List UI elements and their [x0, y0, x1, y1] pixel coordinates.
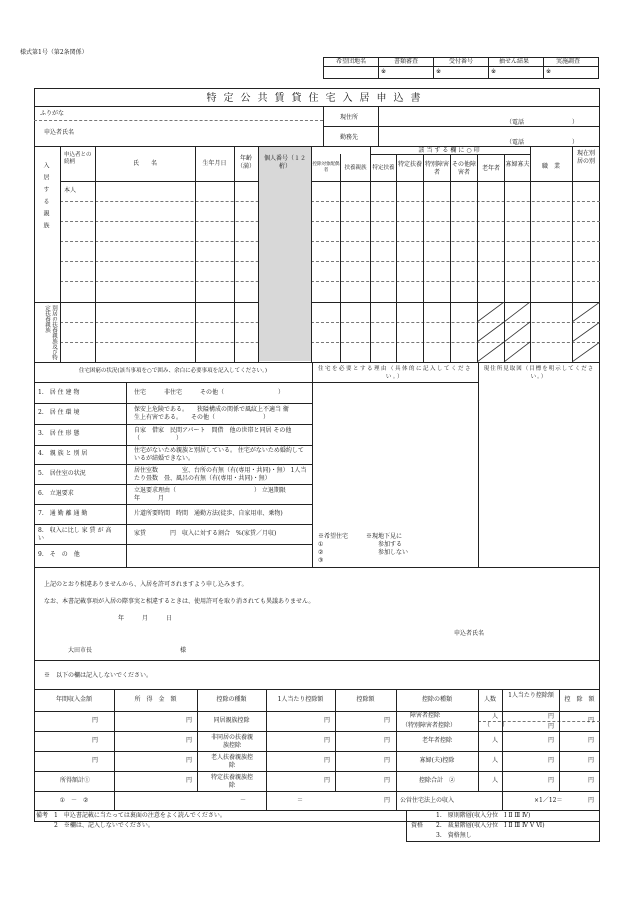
applicant-name-label: 申込者氏名 [44, 129, 75, 136]
declaration-date: 年 月 日 [118, 615, 173, 622]
side-label-dependents: 別居の扶養親族及び特定扶養親族 [44, 305, 57, 360]
h-deduction-2: 控 除 額 [564, 696, 595, 703]
yen: 円 [324, 777, 331, 784]
qualification-2: 2. 裁量階層(収入分位 Ⅰ Ⅱ Ⅲ Ⅳ Ⅴ Ⅵ) [436, 822, 545, 829]
h-deduction-type: 控除の種類 [216, 696, 247, 703]
form-number: 様式第1号（第2条関係） [20, 49, 88, 56]
qualification-3: 3. 資格無し [436, 832, 472, 839]
yen: 円 [548, 777, 555, 784]
office-mark: ※ [381, 68, 387, 75]
reason-detail-5: 居住室数 室、台所の有無（有(専用・共同)・無） 1人当たり畳数 畳、風呂の有無（有(専用・共同)・無） [134, 467, 307, 483]
income-total-label: 所得額計① [60, 777, 91, 784]
reason-detail-7: 片道所要時間 時間 通勤方法(徒歩、自家用車、乗物) [134, 510, 283, 517]
deduction-cohabiting: 同居親族控除 [213, 717, 250, 724]
person: 人 [492, 757, 499, 764]
h-deduction: 控除額 [356, 696, 375, 703]
reason-detail-8: 家賃 円 収入に対する割合 %(家賃／月収) [134, 530, 277, 537]
reason-label-4: 4. 親 族 と 別 居 [38, 450, 88, 457]
yen: 円 [92, 737, 99, 744]
col-elderly: 老年者 [481, 165, 500, 172]
yen: 円 [548, 713, 555, 720]
address-label: 現住所 [340, 114, 359, 121]
office-only-note: ※ 以下の欄は記入しないでください。 [44, 672, 153, 679]
yen: 円 [384, 737, 391, 744]
hatched-cells-current [572, 302, 600, 362]
col-specified: 特定扶養 [372, 165, 395, 171]
reason-detail-4: 住宅がないため親族と別居している。 住宅がないため婚約しているが結婚できない。 [134, 447, 304, 463]
col-age: 年齢（満） [236, 155, 255, 170]
equals: ＝ [297, 797, 304, 804]
honorific: 様 [180, 647, 187, 654]
reason-detail-2: 保安上危険である。 狭隘構成の関係で風紋上不適当 衛生上有害である。 その他（ ） [134, 406, 289, 422]
office-col-1: 希望団地名 [336, 58, 367, 65]
yen: 円 [588, 737, 595, 744]
reason-detail-3: 自家 借家 民間アパート 間借 他の世帯と同居 その他（ ） [134, 427, 292, 443]
minus: － [240, 797, 247, 804]
office-col-4: 抽せん結果 [499, 58, 530, 65]
formula: ① － ② [59, 797, 89, 804]
office-mark: ※ [546, 68, 552, 75]
yen: 円 [186, 717, 193, 724]
yen: 円 [384, 797, 391, 804]
mynumber-column [259, 147, 311, 361]
deduction-elderly-person: 老年者控除 [421, 737, 452, 744]
qualification-label: 資格 [411, 822, 424, 829]
yen: 円 [324, 717, 331, 724]
person: 人 [492, 713, 499, 720]
deduction-specified: 特定扶養親族控除 [210, 774, 253, 790]
col-specified-2: 特定扶養 [397, 161, 422, 168]
col-check: 該当する欄に○印 [418, 147, 482, 154]
map-header: 現住所見取図（目標を明示してください。） [483, 366, 595, 380]
reason-label-8: 8. 収入に比し 家 賃 が 高 い [38, 527, 112, 543]
col-relation: 申込者との続柄 [64, 152, 92, 165]
h-per-person-2: 1人当たり控除額 [508, 692, 554, 699]
ratio: ×1／12＝ [534, 797, 563, 804]
yen: 円 [548, 723, 555, 730]
yen: 円 [324, 757, 331, 764]
person: 人 [492, 737, 499, 744]
yen: 円 [548, 757, 555, 764]
hope-2: ② [318, 549, 324, 556]
addressee: 大田市長 [68, 647, 93, 654]
yen: 円 [92, 717, 99, 724]
reason-label-2: 2. 居 住 環 境 [38, 409, 80, 416]
site-visit: ※現地下見に [366, 533, 403, 540]
hope-3: ③ [318, 557, 324, 564]
col-job: 職 業 [541, 163, 560, 170]
yen: 円 [588, 777, 595, 784]
qualification-1: 1. 原則階層(収入分位 Ⅰ Ⅱ Ⅲ Ⅳ) [436, 812, 531, 819]
paren-count: （ ） [484, 722, 509, 729]
reason-label-1: 1. 居 住 建 物 [38, 389, 80, 396]
furigana-label: ふりがな [40, 110, 65, 117]
reason-detail-6: 立退要求理由（ ） 立退期限 年 月 [134, 487, 322, 503]
yen: 円 [384, 757, 391, 764]
yen: 円 [384, 777, 391, 784]
deduction-special-disabled: （特別障害者控除） [402, 722, 457, 729]
col-special-disabled: 特別障害者 [424, 161, 449, 177]
h-per-person: 1人当たり控除額 [277, 696, 324, 703]
col-mynumber: 個人番号（１２桁） [263, 155, 306, 171]
deduction-elderly: 老人扶養親族控除 [210, 754, 253, 770]
col-widow: 寡婦寡夫 [505, 161, 530, 168]
reasons-header: 住宅困窮の状況(該当事項を○で囲み、余白に必要事項を記入してください。) [78, 368, 268, 374]
person: 人 [492, 777, 499, 784]
notes-head: 備考 [36, 812, 49, 819]
hope-housing: ※希望住宅 [318, 533, 349, 540]
col-spouse: 控除対象配偶者 [312, 162, 340, 173]
self-label: 本人 [64, 187, 77, 194]
declaration-text-1: 上記のとおり相違ありませんから、入居を許可されますよう申し込みます。 [44, 581, 248, 588]
deduction-total: 控除合計 ② [418, 777, 455, 784]
page-title: 特定公共賃貸住宅入居申込書 [206, 93, 428, 104]
hope-1: ① [318, 541, 324, 548]
h-deduction-type-2: 控除の種類 [421, 696, 452, 703]
public-income-label: 公営住宅法上の収入 [400, 797, 455, 804]
h-income: 所 得 金 額 [134, 696, 177, 703]
workplace-phone: （電話 ） [506, 139, 579, 146]
need-reason-header: 住宅を必要とする理由（具体的に記入してください。） [317, 366, 472, 380]
workplace-label: 勤務先 [340, 134, 359, 141]
note-2: 2 ※欄は、記入しないでください。 [54, 822, 154, 829]
deduction-non-cohabiting: 非同居の扶養親族控除 [210, 734, 253, 750]
col-current: 現在別居の別 [576, 150, 595, 166]
h-annual-income: 年間収入金額 [55, 696, 92, 703]
office-mark: ※ [491, 68, 497, 75]
deduction-widow: 寡婦(夫)控除 [419, 757, 455, 764]
deduction-disabled: 障害者控除 [410, 712, 441, 719]
reason-label-6: 6. 立退要求 [38, 490, 74, 497]
col-other-disabled: その他障害者 [451, 161, 476, 177]
declaration-text-2: なお、本書記載事項が入居の際事実と相違するときは、使用許可を取り消されても異議ありません。 [44, 598, 315, 605]
yen: 円 [588, 757, 595, 764]
yen: 円 [384, 717, 391, 724]
reason-label-3: 3. 居 住 形 態 [38, 430, 80, 437]
note-1: 1 申込書記載に当たっては裏面の注意をよく読んでください。 [54, 812, 226, 819]
col-birth: 生年月日 [202, 160, 227, 167]
hatched-cells [477, 302, 530, 362]
col-name: 氏 名 [132, 160, 157, 167]
yen: 円 [588, 797, 595, 804]
reason-label-5: 5. 居住室の状況 [38, 470, 86, 477]
signer-label: 申込者氏名 [454, 630, 485, 637]
col-dependents: 扶養親族 [344, 165, 367, 171]
office-col-3: 受付番号 [449, 58, 474, 65]
site-visit-yes: 参加する [378, 541, 403, 548]
reason-label-7: 7. 通 勤 離 通 勤 [38, 510, 88, 517]
office-col-2: 書類審査 [394, 58, 419, 65]
yen: 円 [548, 737, 555, 744]
yen: 円 [186, 737, 193, 744]
yen: 円 [92, 757, 99, 764]
address-phone: （電話 ） [506, 119, 579, 126]
yen: 円 [186, 757, 193, 764]
h-count: 人数 [483, 696, 496, 703]
side-label-residents: 入居する親族 [42, 162, 49, 234]
reason-label-9: 9. そ の 他 [38, 551, 80, 558]
yen: 円 [186, 777, 193, 784]
office-col-5: 実施調査 [556, 58, 581, 65]
reason-detail-1: 住宅 非住宅 その他（ ） [134, 389, 285, 396]
yen: 円 [324, 737, 331, 744]
site-visit-no: 参加しない [378, 549, 409, 556]
office-mark: ※ [436, 68, 442, 75]
yen: 円 [588, 717, 595, 724]
